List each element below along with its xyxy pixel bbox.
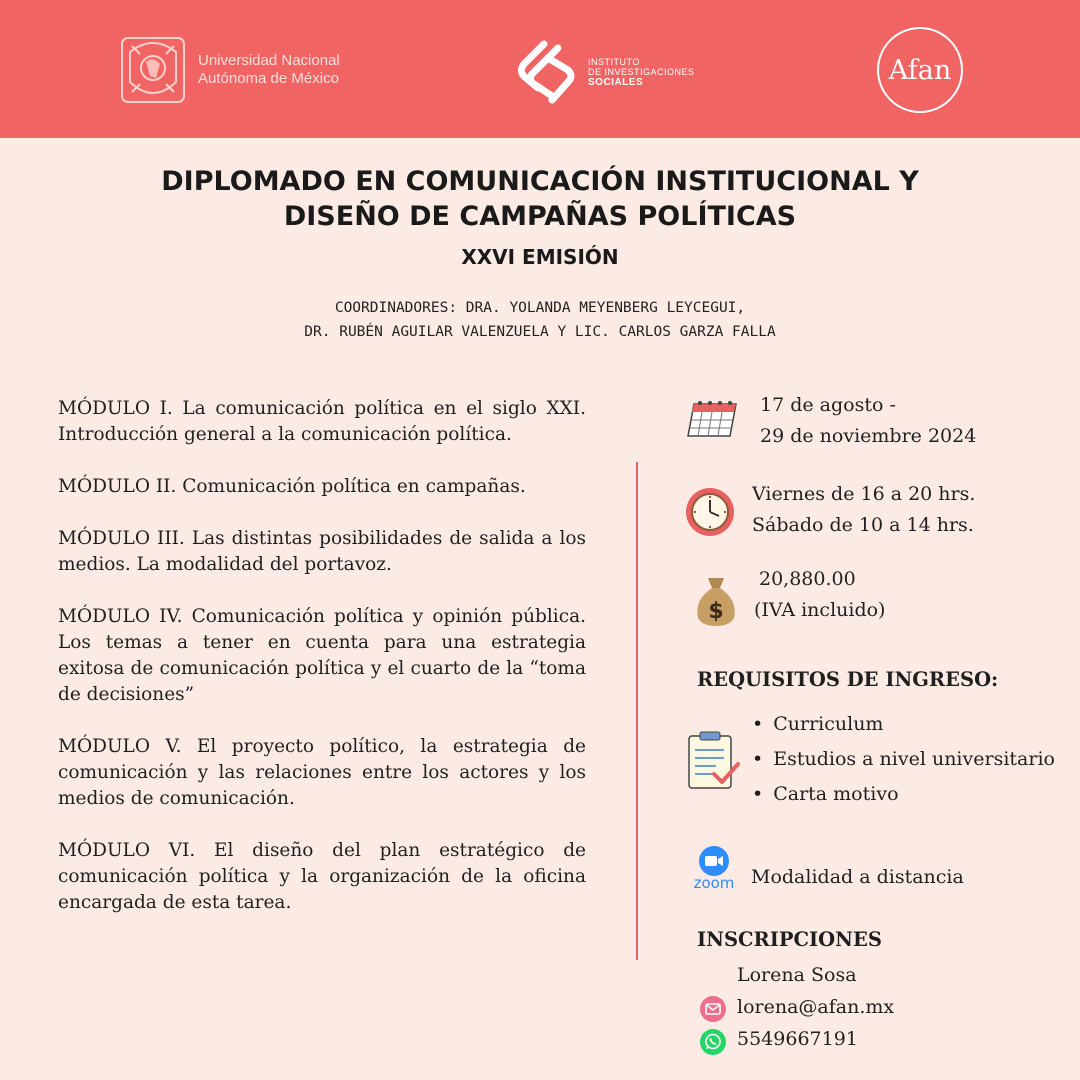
dates-line2: 29 de noviembre 2024 (760, 425, 977, 447)
iis-line3: SOCIALES (588, 76, 644, 88)
requirements-list (752, 707, 1055, 812)
iis-mark-icon (518, 36, 582, 108)
page-title (0, 164, 1080, 234)
iis-line1: INSTITUTO (588, 56, 640, 67)
zoom-label: zoom (693, 874, 735, 892)
module-1: MÓDULO I. La comunicación política en el siglo XXI. Introducción general a la comunicación política. (58, 398, 586, 445)
money-bag-icon (692, 574, 740, 628)
module-6: MÓDULO VI. El diseño del plan estratégico de comunicación política y la organización de la oficina encargada de esta tarea. (58, 840, 586, 913)
edition-label: XXVI EMISIÓN (461, 245, 619, 269)
unam-logo (118, 32, 340, 108)
contact-phone[interactable]: 5549667191 (737, 1028, 858, 1050)
calendar-icon (686, 398, 740, 440)
coordinators-line1: COORDINADORES: DRA. YOLANDA MEYENBERG LEYCEGUI, (334, 300, 746, 316)
contact-email[interactable]: lorena@afan.mx (737, 996, 895, 1018)
iis-logo (518, 36, 695, 108)
requirement-item: • Estudios a nivel universitario (752, 742, 1055, 777)
unam-crest-icon (118, 32, 188, 108)
dates-line1: 17 de agosto - (760, 394, 896, 416)
coordinators-line2: DR. RUBÉN AGUILAR VALENZUELA Y LIC. CARLOS GARZA FALLA (304, 324, 776, 340)
registration-title: INSCRIPCIONES (697, 928, 882, 951)
module-4: MÓDULO IV. Comunicación política y opinión pública. Los temas a tener en cuenta para una estrategia exitosa de comunicación política y el cuarto de la “toma de decisiones” (58, 606, 586, 705)
whatsapp-icon (700, 1029, 726, 1055)
module-5: MÓDULO V. El proyecto político, la estrategia de comunicación y las relaciones entre los actores y los medios de comunicación. (58, 736, 586, 809)
email-icon (700, 996, 726, 1022)
iis-line2: DE INVESTIGACIONES (588, 66, 695, 77)
zoom-camera-icon (699, 846, 729, 876)
module-3: MÓDULO III. Las distintas posibilidades de salida a los medios. La modalidad del portavoz. (58, 528, 586, 575)
column-divider (636, 462, 638, 960)
schedule-line2: Sábado de 10 a 14 hrs. (752, 514, 974, 536)
module-2: MÓDULO II. Comunicación política en campañas. (58, 476, 526, 497)
requirement-item: • Curriculum (752, 707, 1055, 742)
afan-logo: Afan (877, 27, 963, 113)
unam-name-line2: Autónoma de México (198, 70, 339, 87)
checklist-icon (686, 730, 742, 792)
unam-name-line1: Universidad Nacional (198, 52, 340, 69)
zoom-logo (688, 846, 740, 894)
requirement-item: • Carta motivo (752, 777, 1055, 812)
coordinators (0, 296, 1080, 344)
modules-list (58, 396, 586, 942)
price-value: 20,880.00 (759, 568, 856, 590)
header-banner (0, 0, 1080, 138)
modality: Modalidad a distancia (751, 866, 964, 888)
title-line2: DISEÑO DE CAMPAÑAS POLÍTICAS (283, 201, 797, 232)
title-line1: DIPLOMADO EN COMUNICACIÓN INSTITUCIONAL Y (161, 166, 919, 197)
requirements-title: REQUISITOS DE INGRESO: (697, 668, 999, 691)
clock-icon (684, 486, 736, 538)
schedule-line1: Viernes de 16 a 20 hrs. (752, 483, 976, 505)
contact-name: Lorena Sosa (737, 964, 857, 986)
svg-text:$: $ (708, 599, 724, 624)
price-note: (IVA incluido) (754, 599, 886, 621)
